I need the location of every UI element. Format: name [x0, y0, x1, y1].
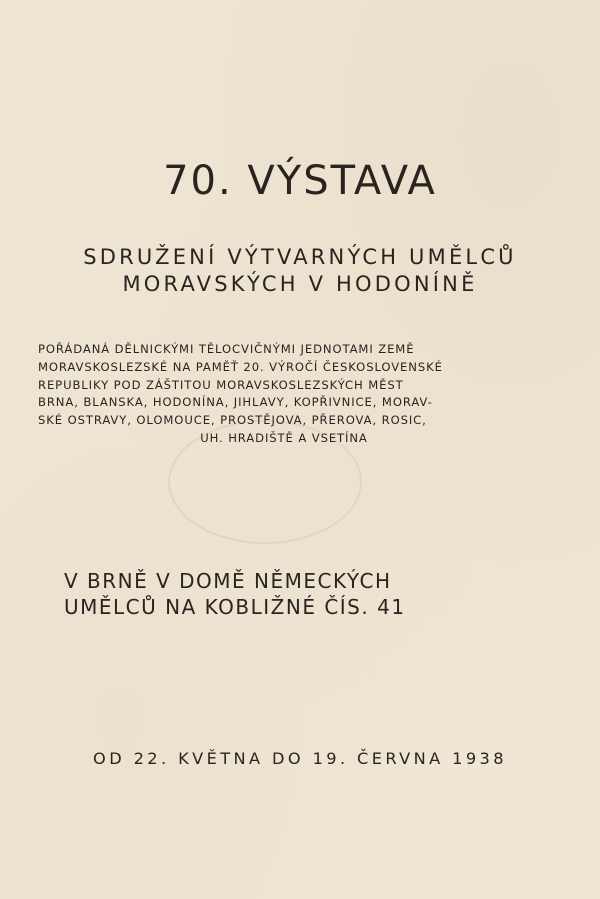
description-line: BRNA, BLANSKA, HODONÍNA, JIHLAVY, KOPŘIVNICE, MORAV-	[38, 395, 433, 410]
venue-line-1: V BRNĚ V DOMĚ NĚMECKÝCH	[64, 569, 392, 593]
organization-name-line-1: SDRUŽENÍ VÝTVARNÝCH UMĚLCŮ	[83, 245, 517, 269]
description-line: UH. HRADIŠTĚ A VSETÍNA	[200, 430, 368, 445]
organization-name-line-2: MORAVSKÝCH V HODONÍNĚ	[122, 272, 478, 296]
description-line: MORAVSKOSLEZSKÉ NA PAMĚŤ 20. VÝROČÍ ČESKOSLOVENSKÉ	[38, 359, 443, 374]
organizer-description	[38, 341, 530, 448]
exhibition-dates: OD 22. KVĚTNA DO 19. ČERVNA 1938	[93, 749, 507, 768]
exhibition-title: 70. VÝSTAVA	[163, 158, 437, 204]
venue	[64, 568, 524, 620]
description-line: REPUBLIKY POD ZÁŠTITOU MORAVSKOSLEZSKÝCH MĚST	[38, 377, 404, 392]
organization-name	[0, 244, 600, 298]
venue-line-2: UMĚLCŮ NA KOBLIŽNÉ ČÍS. 41	[64, 595, 406, 619]
description-line: POŘÁDANÁ DĚLNICKÝMI TĚLOCVIČNÝMI JEDNOTAMI ZEMĚ	[38, 342, 415, 356]
description-line: SKÉ OSTRAVY, OLOMOUCE, PROSTĚJOVA, PŘEROVA, ROSIC,	[38, 413, 427, 428]
